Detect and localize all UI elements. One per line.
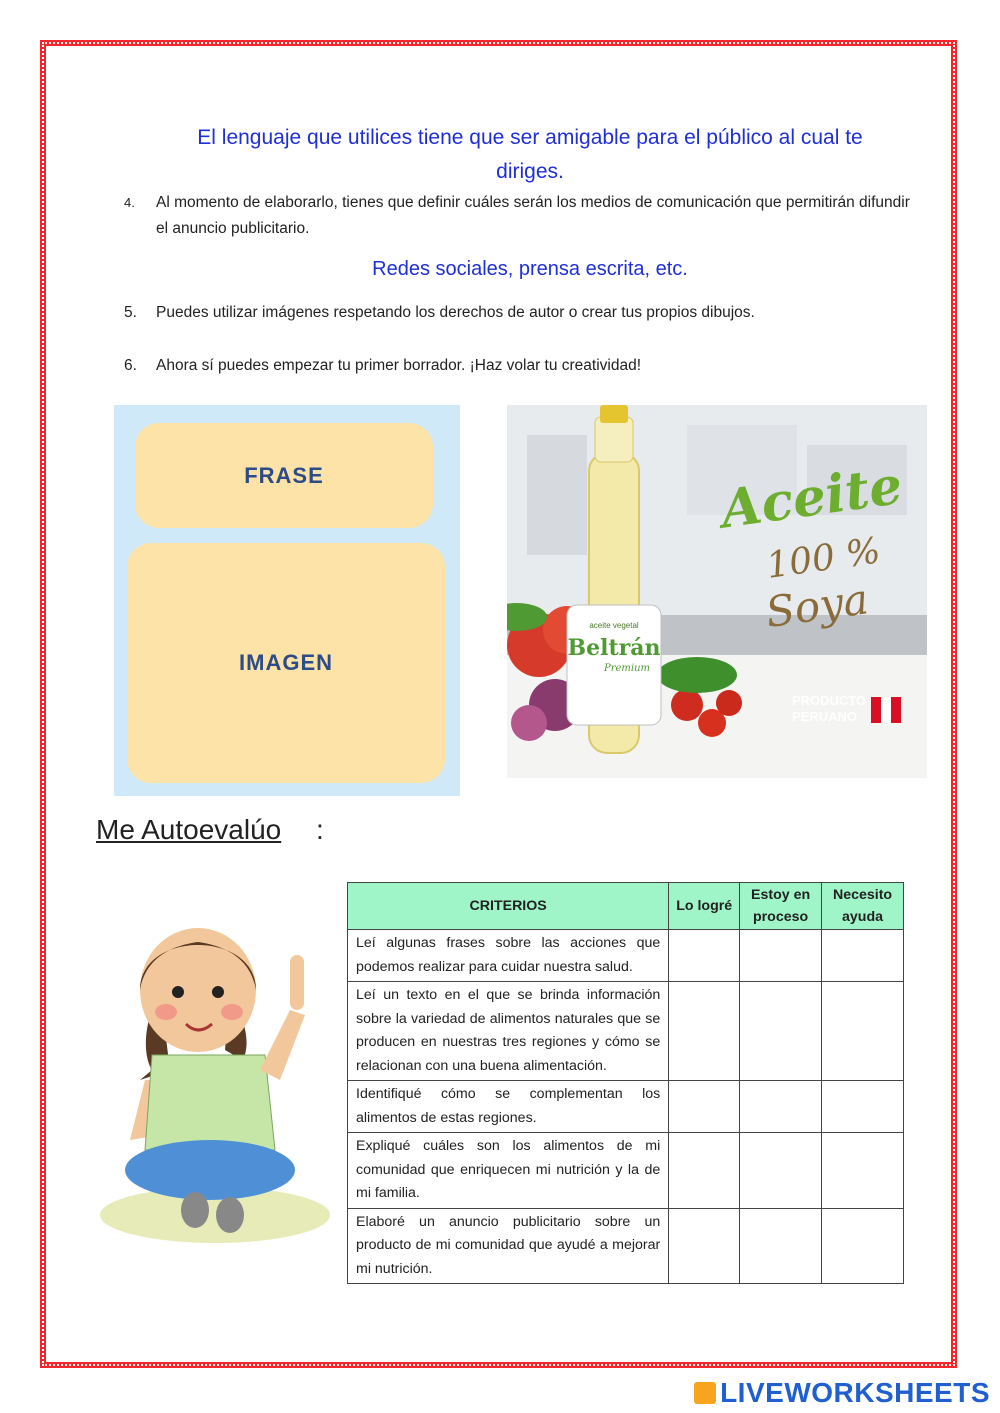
header-in-progress: Estoy en proceso xyxy=(740,883,822,930)
ad-headline: Aceite xyxy=(717,454,906,541)
ad-example-image xyxy=(507,405,927,778)
ad-illustration xyxy=(507,405,927,778)
check-cell-in-progress[interactable] xyxy=(740,1081,822,1133)
ad-product: Soya xyxy=(762,574,872,638)
check-cell-need-help[interactable] xyxy=(822,1133,904,1209)
list-number: 6. xyxy=(124,357,137,374)
list-text: Al momento de elaborarlo, tienes que definir cuáles serán los medios de comunicación que permitirán difundir el anuncio publicitario. xyxy=(156,194,910,237)
check-cell-in-progress[interactable] xyxy=(740,1133,822,1209)
brand-name: Beltrán xyxy=(567,635,661,661)
header-need-help: Necesito ayuda xyxy=(822,883,904,930)
criteria-cell: Leí algunas frases sobre las acciones que podemos realizar para cuidar nuestra salud. xyxy=(348,930,669,982)
check-cell-in-progress[interactable] xyxy=(740,982,822,1081)
bottle-label: aceite vegetal xyxy=(589,621,639,630)
check-cell-achieved[interactable] xyxy=(669,1081,740,1133)
check-cell-achieved[interactable] xyxy=(669,930,740,982)
intro-line-2: diriges. xyxy=(496,160,564,183)
self-assessment-table xyxy=(347,882,904,1284)
check-cell-in-progress[interactable] xyxy=(740,1208,822,1284)
peru-flag-icon xyxy=(871,697,901,723)
check-cell-in-progress[interactable] xyxy=(740,930,822,982)
table-row xyxy=(348,1133,904,1209)
list-text: Ahora sí puedes empezar tu primer borrador. ¡Haz volar tu creatividad! xyxy=(156,357,642,374)
table-row xyxy=(348,930,904,982)
media-note: Redes sociales, prensa escrita, etc. xyxy=(372,258,688,280)
table-row xyxy=(348,1208,904,1284)
check-cell-need-help[interactable] xyxy=(822,930,904,982)
header-criteria: CRITERIOS xyxy=(348,883,669,930)
list-text: Puedes utilizar imágenes respetando los derechos de autor o crear tus propios dibujos. xyxy=(156,304,755,321)
check-cell-need-help[interactable] xyxy=(822,1081,904,1133)
imagen-box: IMAGEN xyxy=(127,543,445,783)
criteria-cell: Elaboré un anuncio publicitario sobre un producto de mi comunidad que ayudé a mejorar mi nutrición. xyxy=(348,1208,669,1284)
check-cell-achieved[interactable] xyxy=(669,1133,740,1209)
list-number: 4. xyxy=(124,195,135,210)
table-header-row xyxy=(348,883,904,930)
check-cell-need-help[interactable] xyxy=(822,1208,904,1284)
liveworksheets-icon xyxy=(694,1382,716,1404)
criteria-cell: Leí un texto en el que se brinda información sobre la variedad de alimentos naturales que se producen en nuestras tres regiones y cómo se relacionan con una buena alimentación. xyxy=(348,982,669,1081)
girl-illustration xyxy=(100,920,330,1245)
check-cell-need-help[interactable] xyxy=(822,982,904,1081)
section-colon: : xyxy=(316,814,324,845)
brand-sub: Premium xyxy=(603,663,651,674)
ad-template xyxy=(114,405,460,796)
table-row xyxy=(348,982,904,1081)
frase-box: FRASE xyxy=(135,423,433,528)
self-assessment-title: Me Autoevalúo xyxy=(96,814,282,845)
origin-line-2: PERUANO xyxy=(792,709,858,724)
intro-line-1: El lenguaje que utilices tiene que ser amigable para el público al cual te xyxy=(197,126,863,149)
table-row xyxy=(348,1081,904,1133)
check-cell-achieved[interactable] xyxy=(669,982,740,1081)
criteria-cell: Expliqué cuáles son los alimentos de mi comunidad que enriquecen mi nutrición y la de mi familia. xyxy=(348,1133,669,1209)
header-achieved: Lo logré xyxy=(669,883,740,930)
criteria-cell: Identifiqué cómo se complementan los alimentos de estas regiones. xyxy=(348,1081,669,1133)
liveworksheets-logo[interactable]: LIVEWORKSHEETS xyxy=(694,1377,990,1409)
check-cell-achieved[interactable] xyxy=(669,1208,740,1284)
ad-percent: 100 % xyxy=(763,530,883,587)
list-number: 5. xyxy=(124,304,137,321)
origin-line-1: PRODUCTO xyxy=(792,693,867,708)
